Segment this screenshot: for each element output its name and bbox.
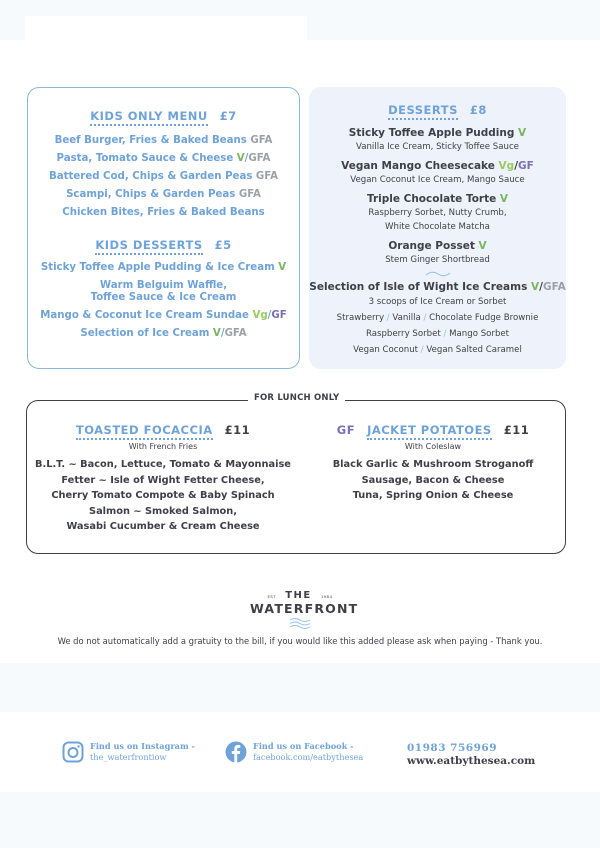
focaccia-item: Fetter ~ Isle of Wight Fetter Cheese, Cherry Tomato Compote & Baby Spinach bbox=[51, 474, 275, 501]
potato-item: Sausage, Bacon & Cheese bbox=[361, 474, 505, 486]
kids-menu-item: Beef Burger, Fries & Baked Beans GFA bbox=[54, 135, 273, 146]
waterfront-logo: EST THE 1984 WATERFRONT bbox=[250, 583, 350, 629]
lunch-card bbox=[26, 400, 566, 554]
potato-item: Black Garlic & Mushroom Stroganoff bbox=[332, 459, 534, 470]
focaccia-title: TOASTED FOCACCIA bbox=[76, 423, 213, 440]
potatoes-side: With Coleslaw bbox=[404, 442, 462, 451]
dessert-item: Sticky Toffee Apple Pudding V Vanilla Ice Cream, Sticky Toffee Sauce bbox=[348, 127, 527, 152]
waves-icon bbox=[288, 617, 312, 629]
instagram-icon bbox=[62, 741, 84, 763]
footer-band-lower bbox=[0, 792, 600, 848]
kids-menu-price: £7 bbox=[219, 109, 237, 123]
focaccia-section bbox=[27, 419, 299, 535]
potatoes-title: JACKET POTATOES bbox=[367, 423, 492, 440]
potato-item: Tuna, Spring Onion & Cheese bbox=[352, 490, 514, 501]
instagram-link[interactable]: Find us on Instagram - the_waterfrontiow bbox=[62, 741, 195, 763]
potatoes-heading bbox=[337, 423, 529, 440]
focaccia-side: With French Fries bbox=[128, 442, 198, 451]
website-link[interactable]: www.eatbythesea.com bbox=[407, 755, 536, 767]
footer-band-upper bbox=[0, 663, 600, 712]
dessert-item: Orange Posset V Stem Ginger Shortbread bbox=[385, 240, 490, 265]
potatoes-price: £11 bbox=[503, 423, 530, 437]
kids-menu-card bbox=[27, 87, 300, 369]
gf-badge: GF bbox=[336, 423, 356, 437]
ice-cream-selection: Selection of Isle of Wight Ice Creams V/GFA 3 scoops of Ice Cream or Sorbet Strawberry / Vanilla / Chocolate Fudge Brownie Raspberry Sorbet / Mango Sorbet Vegan Coconut / Vegan Salted Caramel bbox=[309, 280, 566, 358]
kids-menu-item: Pasta, Tomato Sauce & Cheese V/GFA bbox=[56, 153, 271, 164]
kids-dessert-item: Sticky Toffee Apple Pudding & Ice Cream V bbox=[40, 262, 287, 273]
kids-menu-title: KIDS ONLY MENU bbox=[90, 109, 208, 126]
wave-divider-icon bbox=[425, 270, 451, 278]
desserts-title: DESSERTS bbox=[388, 103, 458, 120]
kids-desserts-heading bbox=[95, 238, 231, 255]
facebook-link[interactable]: Find us on Facebook - facebook.com/eatbythesea bbox=[225, 741, 363, 763]
kids-desserts-price: £5 bbox=[214, 238, 232, 252]
focaccia-item: Salmon ~ Smoked Salmon, Wasabi Cucumber & Cream Cheese bbox=[66, 505, 260, 532]
kids-menu-item: Scampi, Chips & Garden Peas GFA bbox=[66, 189, 261, 200]
focaccia-heading bbox=[76, 423, 250, 440]
lunch-only-label: FOR LUNCH ONLY bbox=[248, 393, 345, 403]
kids-menu-item: Battered Cod, Chips & Garden Peas GFA bbox=[49, 171, 278, 182]
desserts-card bbox=[309, 87, 566, 369]
facebook-icon bbox=[225, 741, 247, 763]
focaccia-item: B.L.T. ~ Bacon, Lettuce, Tomato & Mayonnaise bbox=[35, 459, 291, 470]
flavour-row: Strawberry / Vanilla / Chocolate Fudge Brownie bbox=[336, 313, 539, 323]
kids-desserts-title: KIDS DESSERTS bbox=[95, 238, 202, 255]
gratuity-note: We do not automatically add a gratuity to the bill, if you would like this added please ask when paying - Thank you. bbox=[57, 636, 543, 646]
focaccia-price: £11 bbox=[224, 423, 251, 437]
potatoes-section bbox=[299, 419, 567, 504]
kids-dessert-item: Selection of Ice Cream V/GFA bbox=[80, 328, 247, 339]
top-white-block bbox=[25, 16, 307, 40]
phone-number[interactable]: 01983 756969 bbox=[407, 742, 498, 754]
desserts-heading bbox=[388, 103, 487, 120]
dessert-item: Triple Chocolate Torte V Raspberry Sorbet, Nutty Crumb, White Chocolate Matcha bbox=[366, 193, 509, 232]
flavour-row: Raspberry Sorbet / Mango Sorbet bbox=[365, 329, 510, 339]
kids-dessert-item: Warm Belguim Waffle, Toffee Sauce & Ice Cream bbox=[90, 280, 237, 303]
kids-menu-item: Chicken Bites, Fries & Baked Beans bbox=[62, 207, 265, 218]
desserts-price: £8 bbox=[469, 103, 487, 117]
dessert-item: Vegan Mango Cheesecake Vg/GF Vegan Coconut Ice Cream, Mango Sauce bbox=[341, 160, 534, 185]
contact-info bbox=[407, 742, 535, 767]
kids-dessert-item: Mango & Coconut Ice Cream Sundae Vg/GF bbox=[40, 310, 287, 321]
kids-menu-heading bbox=[90, 109, 237, 126]
flavour-row: Vegan Coconut / Vegan Salted Caramel bbox=[353, 345, 522, 355]
